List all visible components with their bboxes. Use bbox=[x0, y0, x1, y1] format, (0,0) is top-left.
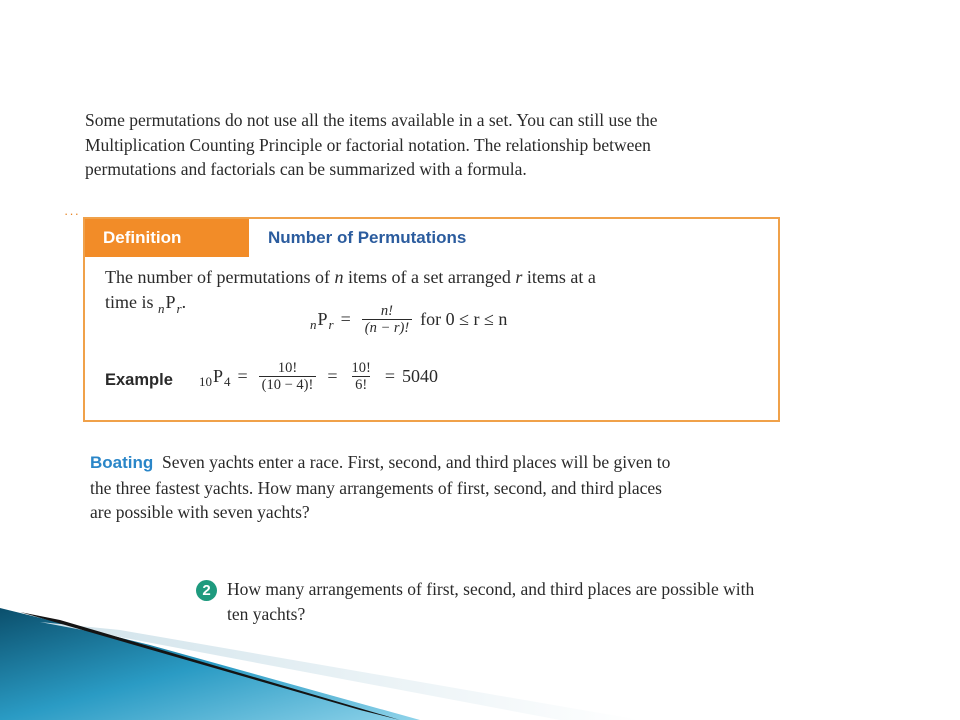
formula-numerator: n! bbox=[380, 303, 393, 319]
example-result: 5040 bbox=[402, 366, 438, 386]
definition-box bbox=[83, 217, 780, 422]
example-sub-right: 4 bbox=[224, 373, 231, 389]
def-text-part: The number of permutations of bbox=[105, 267, 335, 287]
def-sub-n: n bbox=[158, 301, 165, 316]
intro-line-3: permutations and factorials can be summarized with a formula. bbox=[85, 159, 527, 179]
permutation-formula bbox=[310, 303, 507, 336]
example-equals-2: = bbox=[327, 366, 338, 386]
def-period: . bbox=[181, 292, 187, 312]
example-label: Example bbox=[105, 371, 173, 389]
def-text-part: items at a bbox=[522, 267, 596, 287]
formula-sub-r: r bbox=[328, 316, 334, 332]
formula-sub-n: n bbox=[310, 316, 317, 332]
def-var-r: r bbox=[515, 267, 523, 287]
boating-line-3: are possible with seven yachts? bbox=[90, 502, 310, 522]
formula-equals: = bbox=[340, 309, 351, 329]
decorative-dots: ··· bbox=[64, 206, 80, 221]
def-text-part: items of a set arranged bbox=[343, 267, 516, 287]
slide-corner-decoration bbox=[0, 600, 960, 720]
definition-title: Number of Permutations bbox=[268, 228, 467, 247]
boating-problem bbox=[90, 450, 810, 525]
formula-P: P bbox=[317, 309, 328, 329]
example-numerator-2: 10! bbox=[351, 360, 371, 376]
formula-condition: for 0 ≤ r ≤ n bbox=[420, 309, 508, 329]
def-P: P bbox=[165, 292, 176, 312]
example-denominator-2: 6! bbox=[352, 376, 370, 393]
question-number-badge: 2 bbox=[196, 580, 217, 601]
def-var-n: n bbox=[334, 267, 344, 287]
example-fraction-2 bbox=[349, 360, 374, 393]
intro-line-2: Multiplication Counting Principle or factorial notation. The relationship between bbox=[85, 134, 651, 155]
example-P: P bbox=[213, 366, 224, 386]
question-2-line-2: ten yachts? bbox=[227, 603, 306, 624]
boating-line-2: the three fastest yachts. How many arrangements of first, second, and third places bbox=[90, 477, 662, 498]
example-denominator-1: (10 − 4)! bbox=[259, 376, 317, 393]
example-formula bbox=[199, 360, 438, 393]
boating-label: Boating bbox=[90, 453, 154, 472]
boating-line-1: Seven yachts enter a race. First, second, and third places will be given to bbox=[162, 452, 671, 472]
definition-tab: Definition bbox=[85, 219, 249, 257]
formula-fraction bbox=[362, 303, 412, 336]
intro-paragraph bbox=[85, 108, 805, 182]
question-2-line-1: How many arrangements of first, second, and third places are possible with bbox=[227, 579, 755, 599]
example-sub-left: 10 bbox=[199, 373, 212, 389]
example-fraction-1 bbox=[259, 360, 317, 393]
def-text-part: time is bbox=[105, 292, 158, 312]
formula-denominator: (n − r)! bbox=[362, 319, 412, 336]
example-equals-3: = bbox=[384, 366, 395, 386]
example-equals-1: = bbox=[237, 366, 248, 386]
def-sub-r: r bbox=[176, 301, 182, 316]
intro-line-1: Some permutations do not use all the items available in a set. You can still use the bbox=[85, 110, 658, 130]
example-numerator-1: 10! bbox=[277, 360, 298, 376]
